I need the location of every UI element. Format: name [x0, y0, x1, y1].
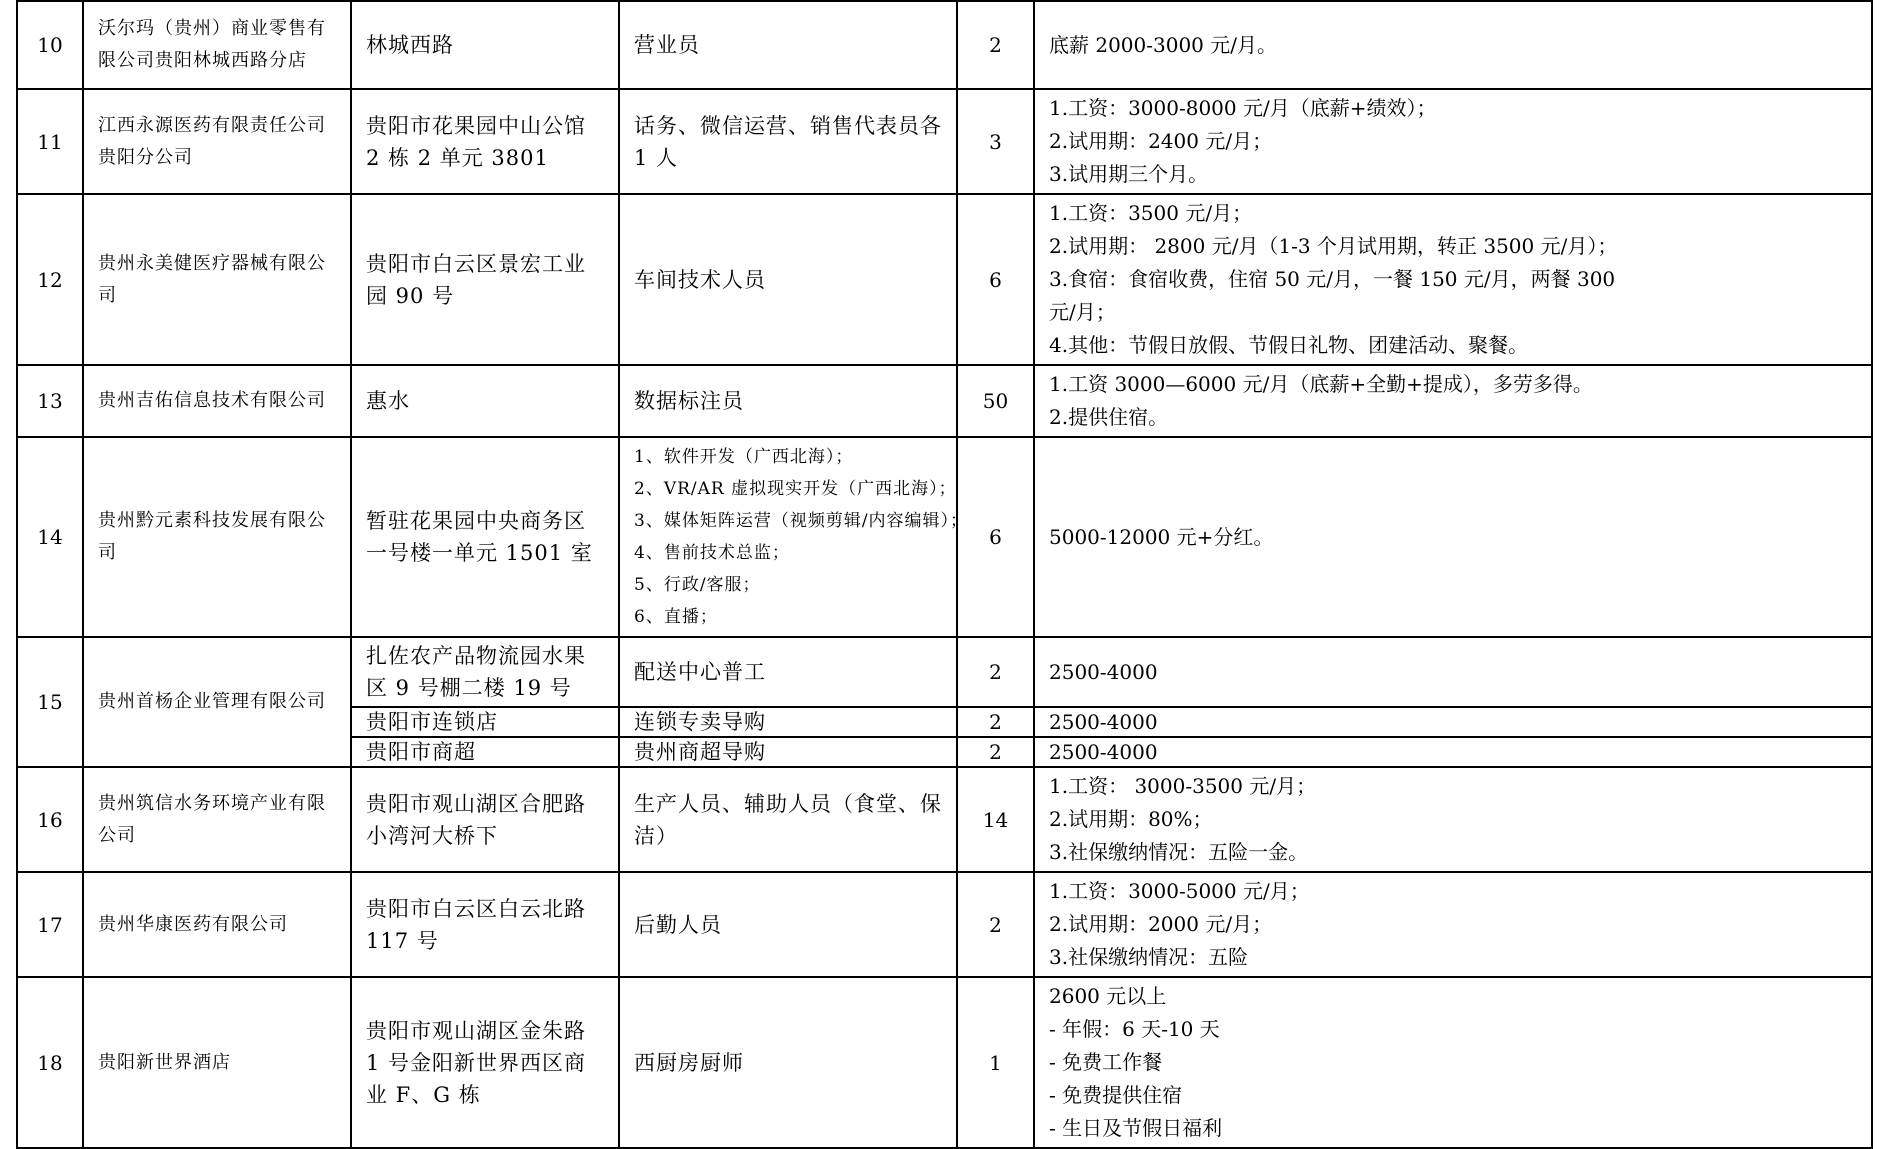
- company-name: 贵州黔元素科技发展有限公司: [83, 437, 351, 637]
- salary-line: 2.提供住宿。: [1049, 405, 1169, 429]
- hiring-count: 6: [957, 437, 1034, 637]
- company-name: 贵州吉佑信息技术有限公司: [83, 365, 351, 437]
- table-row: [17, 365, 1872, 437]
- salary-line: 4.其他：节假日放假、节假日礼物、团建活动、聚餐。: [1049, 333, 1529, 357]
- work-address: 林城西路: [351, 1, 619, 89]
- position-item: 5、行政/客服；: [634, 575, 761, 595]
- work-address: 贵阳市白云区景宏工业园 90 号: [351, 194, 619, 365]
- job-listing-page: [16, 0, 1871, 1149]
- salary-benefits: [1034, 437, 1872, 637]
- salary-line: 2.试用期：2400 元/月；: [1049, 129, 1273, 153]
- job-position: 配送中心普工: [619, 637, 957, 707]
- row-number: 10: [17, 1, 83, 89]
- work-address: 贵阳市观山湖区合肥路小湾河大桥下: [351, 767, 619, 872]
- job-position: 生产人员、辅助人员（食堂、保洁）: [619, 767, 957, 872]
- salary-line: 2.试用期：80%；: [1049, 807, 1213, 831]
- company-name: 江西永源医药有限责任公司贵阳分公司: [83, 89, 351, 194]
- job-position: 连锁专卖导购: [619, 707, 957, 737]
- row-number: 12: [17, 194, 83, 365]
- hiring-count: 1: [957, 977, 1034, 1148]
- row-number: 14: [17, 437, 83, 637]
- salary-line: 2.试用期： 2800 元/月（1-3 个月试用期，转正 3500 元/月）；: [1049, 234, 1618, 258]
- table-row: [17, 637, 1872, 707]
- salary-line: 3.社保缴纳情况：五险一金。: [1049, 840, 1309, 864]
- position-item: 3、媒体矩阵运营（视频剪辑/内容编辑）；: [634, 511, 969, 531]
- job-position: 数据标注员: [619, 365, 957, 437]
- work-address: 贵阳市观山湖区金朱路 1 号金阳新世界西区商业 F、G 栋: [351, 977, 619, 1148]
- table-row: [17, 1, 1872, 89]
- salary-line: 1.工资：3500 元/月；: [1049, 201, 1253, 225]
- row-number: 18: [17, 977, 83, 1148]
- salary-benefits: [1034, 89, 1872, 194]
- salary-benefits: 2500-4000: [1034, 637, 1872, 707]
- table-row: [17, 194, 1872, 365]
- salary-line: 1.工资 3000—6000 元/月（底薪+全勤+提成），多劳多得。: [1049, 372, 1593, 396]
- job-position-list: [619, 437, 969, 637]
- salary-line: 3.试用期三个月。: [1049, 162, 1209, 186]
- salary-line: 2600 元以上: [1049, 984, 1167, 1008]
- hiring-count: 2: [957, 872, 1034, 977]
- salary-line: 5000-12000 元+分红。: [1049, 524, 1274, 549]
- job-position: 西厨房厨师: [619, 977, 957, 1148]
- salary-benefits: [1034, 977, 1872, 1148]
- salary-line: 3.食宿：食宿收费，住宿 50 元/月，一餐 150 元/月，两餐 300: [1049, 267, 1616, 291]
- salary-benefits: [1034, 1, 1872, 89]
- salary-line: 1.工资：3000-5000 元/月；: [1049, 879, 1310, 903]
- table-row: [17, 977, 1872, 1148]
- position-item: 1、软件开发（广西北海）；: [634, 447, 854, 467]
- hiring-count: 2: [957, 707, 1034, 737]
- work-address: 暂驻花果园中央商务区一号楼一单元 1501 室: [351, 437, 619, 637]
- row-number: 11: [17, 89, 83, 194]
- company-name: 沃尔玛（贵州）商业零售有限公司贵阳林城西路分店: [83, 1, 351, 89]
- work-address: 贵阳市花果园中山公馆 2 栋 2 单元 3801: [351, 89, 619, 194]
- salary-line: - 免费提供住宿: [1049, 1083, 1183, 1107]
- job-position: 营业员: [619, 1, 957, 89]
- work-address: 惠水: [351, 365, 619, 437]
- salary-benefits: 2500-4000: [1034, 707, 1872, 737]
- row-number: 15: [17, 637, 83, 767]
- company-name: 贵州永美健医疗器械有限公司: [83, 194, 351, 365]
- salary-line: 2.试用期：2000 元/月；: [1049, 912, 1273, 936]
- position-item: 2、VR/AR 虚拟现实开发（广西北海）；: [634, 479, 957, 499]
- company-name: 贵州首杨企业管理有限公司: [83, 637, 351, 767]
- hiring-count: 3: [957, 89, 1034, 194]
- company-name: 贵州筑信水务环境产业有限公司: [83, 767, 351, 872]
- position-item: 6、直播；: [634, 607, 718, 627]
- salary-line: 底薪 2000-3000 元/月。: [1049, 32, 1278, 57]
- table-row: [17, 872, 1872, 977]
- salary-line: - 生日及节假日福利: [1049, 1116, 1223, 1140]
- salary-line: - 免费工作餐: [1049, 1050, 1163, 1074]
- job-table: [16, 0, 1873, 1149]
- table-row: [17, 89, 1872, 194]
- work-address: 贵阳市商超: [351, 737, 619, 767]
- job-position: 后勤人员: [619, 872, 957, 977]
- job-position: 贵州商超导购: [619, 737, 957, 767]
- hiring-count: 2: [957, 1, 1034, 89]
- company-name: 贵州华康医药有限公司: [83, 872, 351, 977]
- table-row: [17, 437, 1872, 637]
- hiring-count: 14: [957, 767, 1034, 872]
- salary-line: 1.工资： 3000-3500 元/月；: [1049, 774, 1317, 798]
- position-item: 4、售前技术总监；: [634, 543, 790, 563]
- salary-benefits: 2500-4000: [1034, 737, 1872, 767]
- work-address: 贵阳市连锁店: [351, 707, 619, 737]
- salary-line: 1.工资：3000-8000 元/月（底薪+绩效）；: [1049, 96, 1437, 120]
- salary-benefits: [1034, 365, 1872, 437]
- row-number: 16: [17, 767, 83, 872]
- salary-line: 3.社保缴纳情况：五险: [1049, 945, 1249, 969]
- salary-line: 元/月；: [1049, 300, 1116, 324]
- hiring-count: 2: [957, 637, 1034, 707]
- table-row: [17, 767, 1872, 872]
- hiring-count: 6: [957, 194, 1034, 365]
- salary-benefits: [1034, 872, 1872, 977]
- row-number: 13: [17, 365, 83, 437]
- hiring-count: 2: [957, 737, 1034, 767]
- salary-benefits: [1034, 194, 1872, 365]
- row-number: 17: [17, 872, 83, 977]
- job-position: 车间技术人员: [619, 194, 957, 365]
- salary-benefits: [1034, 767, 1872, 872]
- hiring-count: 50: [957, 365, 1034, 437]
- work-address: 扎佐农产品物流园水果区 9 号棚二楼 19 号: [351, 637, 619, 707]
- salary-line: - 年假：6 天-10 天: [1049, 1017, 1220, 1041]
- company-name: 贵阳新世界酒店: [83, 977, 351, 1148]
- work-address: 贵阳市白云区白云北路 117 号: [351, 872, 619, 977]
- job-position: 话务、微信运营、销售代表员各 1 人: [619, 89, 957, 194]
